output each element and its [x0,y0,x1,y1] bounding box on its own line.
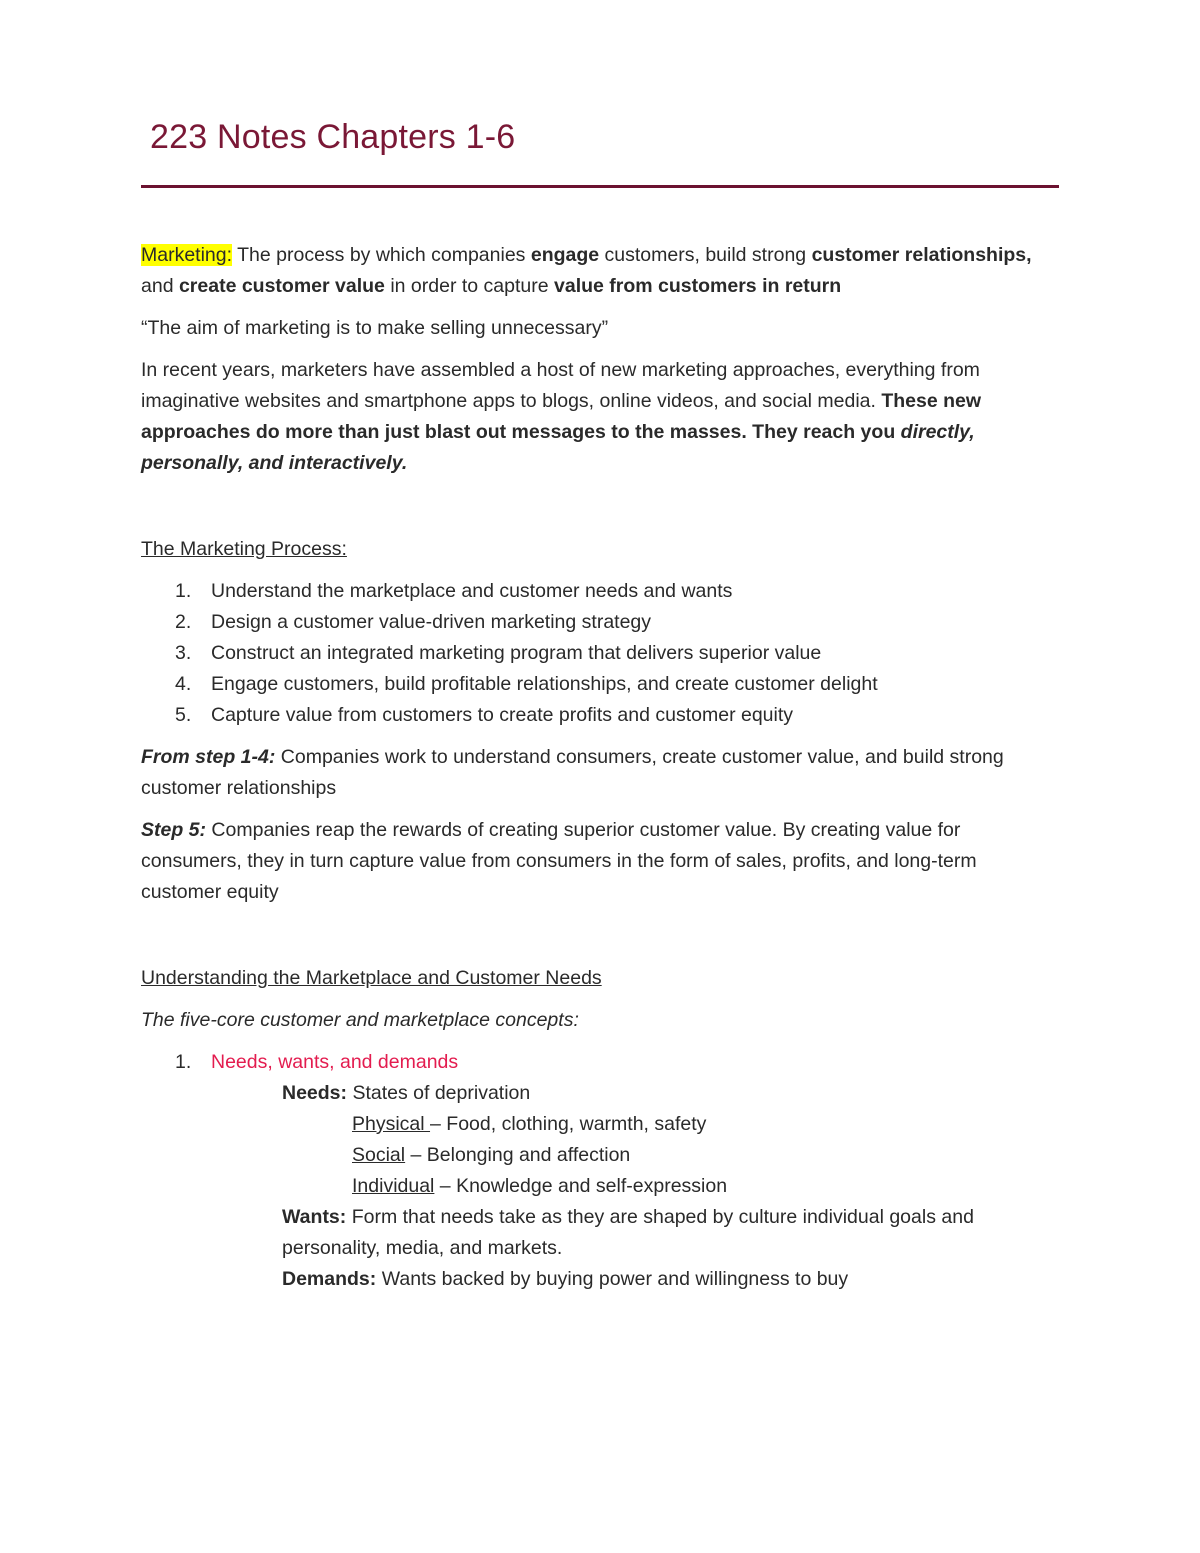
list-item: 4. Engage customers, build profitable relationships, and create customer delight [175,673,878,695]
list-item: 3. Construct an integrated marketing program that delivers superior value [175,642,822,664]
concept-title: Needs, wants, and demands [211,1051,459,1073]
marketing-definition: Marketing: The process by which companies engage customers, build strong customer relationships, and create customer value in order to capture value from customers in return [141,244,1032,297]
marketing-process-heading: The Marketing Process: [141,538,347,560]
step-1-4-note: From step 1-4: Companies work to understand consumers, create customer value, and build strong customer relationships [141,746,1004,799]
step-5-note: Step 5: Companies reap the rewards of creating superior customer value. By creating value for consumers, they in turn capture value from consumers in the form of sales, profits, and long-term customer equity [141,819,977,903]
marketplace-heading: Understanding the Marketplace and Customer Needs [141,967,602,989]
marketing-term-highlight: Marketing: [141,244,233,266]
list-item: 2. Design a customer value-driven marketing strategy [175,611,652,633]
social-needs: Social – Belonging and affection [352,1144,631,1166]
core-concepts-list [141,1047,1061,1078]
needs-definition: Needs: States of deprivation [282,1082,531,1104]
recent-approaches-paragraph: In recent years, marketers have assembled a host of new marketing approaches, everything from imaginative websites and smartphone apps to blogs, online videos, and social media. These new approaches do more than just blast out messages to the masses. They reach you directly, personally, and interactively. [141,359,982,474]
page-title: 223 Notes Chapters 1-6 [150,118,516,156]
wants-definition: Wants: Form that needs take as they are shaped by culture individual goals and personality, media, and markets. [282,1206,974,1259]
list-item: 1. Understand the marketplace and customer needs and wants [175,580,733,602]
title-divider [141,185,1059,188]
marketing-process-list [141,576,1061,731]
demands-definition: Demands: Wants backed by buying power and willingness to buy [282,1268,849,1290]
marketing-quote: “The aim of marketing is to make selling unnecessary” [141,317,609,339]
list-item: 5. Capture value from customers to create profits and customer equity [175,704,794,726]
individual-needs: Individual – Knowledge and self-expression [352,1175,728,1197]
list-item: 1. Needs, wants, and demands [175,1051,459,1073]
document-body [141,240,1061,1295]
physical-needs: Physical – Food, clothing, warmth, safety [352,1113,707,1135]
core-concepts-subheading: The five-core customer and marketplace concepts: [141,1009,579,1031]
